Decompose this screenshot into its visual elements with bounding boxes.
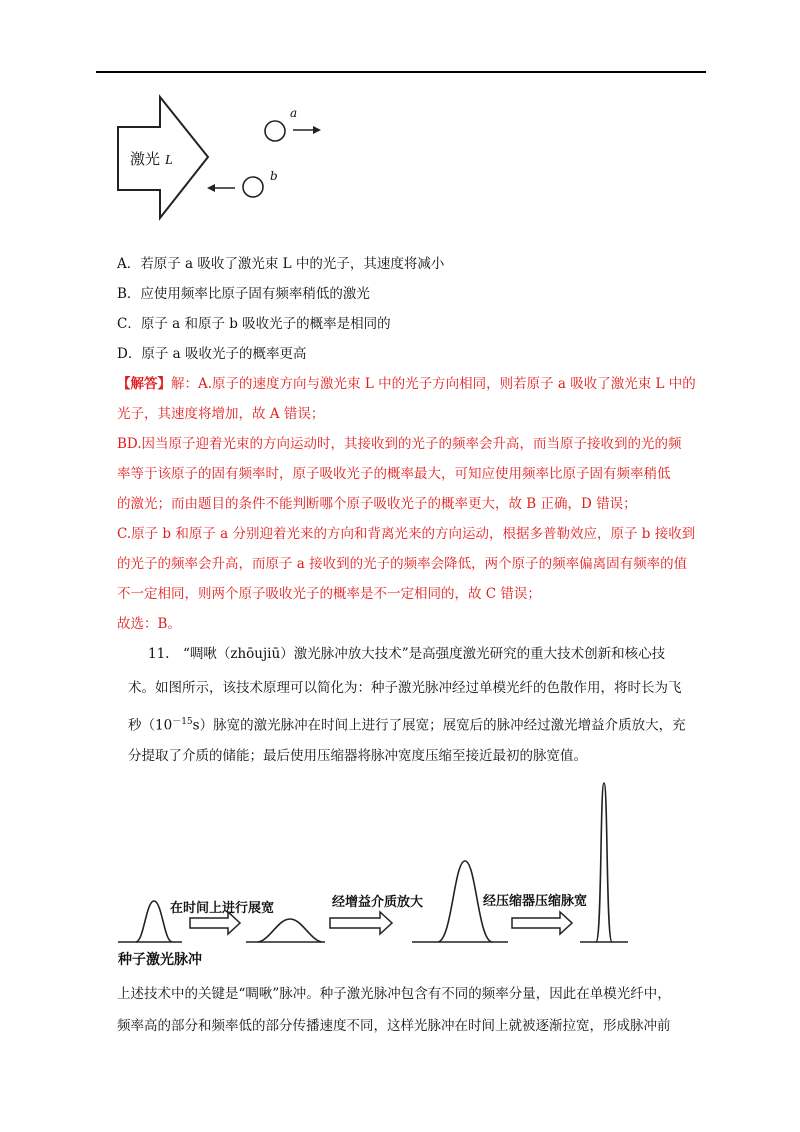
- answer-line-7: 的光子的频率会升高，而原子 a 接收到的光子的频率会降低，两个原子的频率偏离固有频率的值: [117, 556, 688, 572]
- answer-line-1: 【解答】解：A.原子的速度方向与激光束 L 中的光子方向相同，则若原子 a 吸收了激光束 L 中的: [117, 376, 696, 392]
- process-arrow-1: [190, 912, 240, 934]
- question11-line-2: 术。如图所示，该技术原理可以简化为：种子激光脉冲经过单模光纤的色散作用，将时长为飞: [128, 680, 682, 696]
- answer-line-2: 光子，其速度将增加，故 A 错误；: [117, 406, 325, 422]
- laser-symbol: L: [165, 153, 173, 168]
- answer-line-6: C.原子 b 和原子 a 分别迎着光来的方向和背离光来的方向运动，根据多普勒效应，原子 b 接收到: [117, 526, 696, 542]
- laser-atoms-figure: [110, 92, 350, 232]
- step1-label: 在时间上进行展宽: [170, 900, 275, 915]
- laser-label: 激光: [130, 151, 161, 168]
- question11-line-3: 秒$(10^{-15}s)$脉宽的激光脉冲在时间上进行了展宽；展宽后的脉冲经过激光增益介质放大，充: [128, 717, 686, 734]
- process-arrow-3: [512, 912, 572, 934]
- answer-line-4: 率等于该原子的固有频率时，原子吸收光子的概率最大，可知应使用频率比原子固有频率稍低: [117, 466, 671, 482]
- process-arrow-2: [330, 912, 392, 934]
- seed-label: 种子激光脉冲: [118, 951, 202, 967]
- option-d: D．原子 a 吸收光子的概率更高: [117, 346, 307, 362]
- option-b: B．应使用频率比原子固有频率稍低的激光: [117, 286, 370, 302]
- atom-a-label: a: [290, 106, 298, 120]
- bottom-line-1: 上述技术中的关键是“啁啾”脉冲。种子激光脉冲包含有不同的频率分量，因此在单模光纤中，: [117, 986, 671, 1002]
- atom-b: [243, 177, 263, 197]
- option-a: A．若原子 a 吸收了激光束 L 中的光子，其速度将减小: [117, 256, 445, 272]
- compressed-pulse: [596, 783, 612, 942]
- step3-label: 经压缩器压缩脉宽: [483, 893, 588, 908]
- question11-line-1: 11. “啁啾（zhōujiū）激光脉冲放大技术”是高强度激光研究的重大技术创新和核心技: [148, 646, 666, 662]
- stretched-pulse: [258, 919, 322, 942]
- question11-line-4: 分提取了介质的储能；最后使用压缩器将脉冲宽度压缩至接近最初的脉宽值。: [128, 748, 587, 764]
- header-rule: [96, 71, 706, 73]
- answer-line-8: 不一定相同，则两个原子吸收光子的概率是不一定相同的，故 C 错误；: [117, 586, 541, 602]
- answer-line-3: BD.因当原子迎着光束的方向运动时，其接收到的光子的频率会升高，而当原子接收到的光的频: [117, 436, 682, 452]
- step2-label: 经增益介质放大: [332, 894, 424, 909]
- exponent: －15: [172, 717, 193, 727]
- answer-tag: 【解答】: [117, 376, 171, 392]
- seed-pulse: [136, 901, 172, 942]
- answer-choice: 故选：B。: [117, 616, 181, 632]
- bottom-line-2: 频率高的部分和频率低的部分传播速度不同，这样光脉冲在时间上就被逐渐拉宽，形成脉冲前: [117, 1018, 671, 1034]
- answer-line-5: 的激光；而由题目的条件不能判断哪个原子吸收光子的概率更大，故 B 正确，D 错误；: [117, 496, 637, 512]
- option-c: C．原子 a 和原子 b 吸收光子的概率是相同的: [117, 316, 391, 332]
- atom-a: [265, 121, 285, 141]
- atom-b-label: b: [270, 169, 278, 183]
- pulse-figure: [118, 775, 638, 970]
